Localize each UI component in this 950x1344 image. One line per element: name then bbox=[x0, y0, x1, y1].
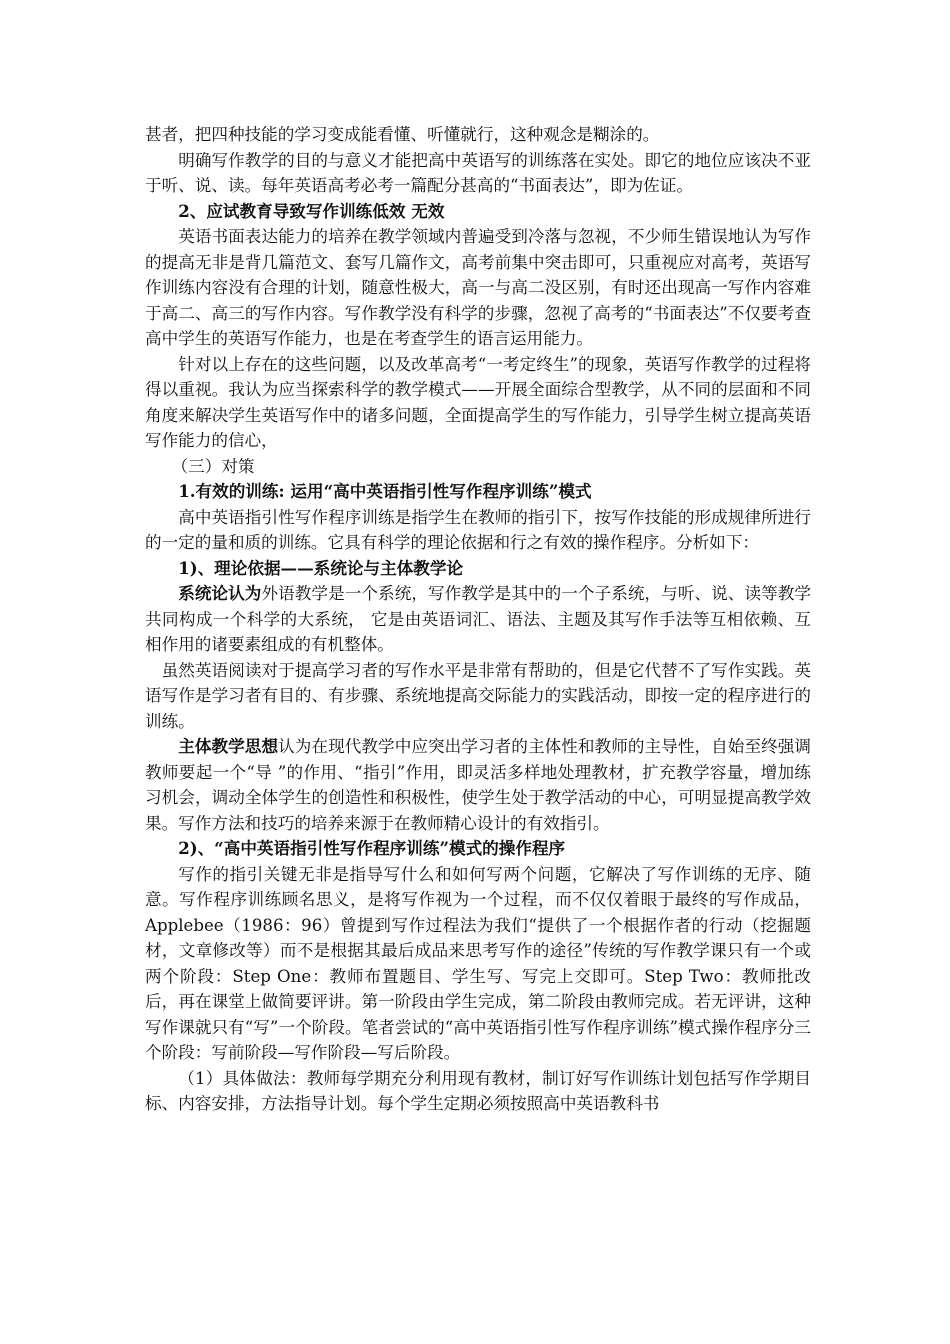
heading-effective-training: 1.有效的训练: 运用“高中英语指引性写作程序训练”模式 bbox=[178, 481, 592, 501]
paragraph-10: （1）具体做法：教师每学期充分利用现有教材，制订好写作训练计划包括写作学期目标、内容安排，方法指导计划。每个学生定期必须按照高中英语教科书 bbox=[145, 1068, 811, 1113]
paragraph-9: 写作的指引关键无非是指导写什么和如何写两个问题，它解决了写作训练的无序、随意。写作程序训练顾名思义，是将写作视为一个过程，而不仅仅着眼于最终的写作成品，Applebee（1986：96）曾提到写作过程法为我们“提供了一个根据作者的行动（挖掘题材，文章修改等）而不是根据其最后成品来思考写作的途径”传统的写作教学课只有一个或两个阶段：Step One：教师布置题目、学生写、写完上交即可。Step Two：教师批改后，再在课堂上做简要评讲。第一阶段由学生完成，第二阶段由教师完成。若无评讲，这种写作课就只有“写”一个阶段。笔者尝试的“高中英语指引性写作程序训练”模式操作程序分三个阶段：写前阶段—写作阶段—写后阶段。 bbox=[145, 864, 811, 1062]
paragraph-2: 明确写作教学的目的与意义才能把高中英语写的训练落在实处。即它的地位应该决不亚于听、说、读。每年英语高考必考一篇配分甚高的“书面表达”，即为佐证。 bbox=[145, 150, 811, 195]
term-subject-teaching: 主体教学思想 bbox=[178, 736, 279, 756]
paragraph-8 bbox=[145, 734, 811, 836]
document-body bbox=[145, 122, 811, 1117]
paragraph-6 bbox=[145, 581, 811, 658]
paragraph-5: 高中英语指引性写作程序训练是指学生在教师的指引下，按写作技能的形成规律所进行的一定的量和质的训练。它具有科学的理论依据和行之有效的操作程序。分析如下： bbox=[145, 507, 811, 552]
paragraph-1: 甚者，把四种技能的学习变成能看懂、听懂就行，这种观念是糊涂的。 bbox=[145, 125, 660, 144]
term-system-theory: 系统论认为 bbox=[178, 583, 262, 603]
paragraph-3: 英语书面表达能力的培养在教学领域内普遍受到冷落与忽视，不少师生错误地认为写作的提高无非是背几篇范文、套写几篇作文，高考前集中突击即可，只重视应对高考，英语写作训练内容没有合理的计划，随意性极大，高一与高二没区别，有时还出现高一写作内容难于高二、高三的写作内容。写作教学没有科学的步骤，忽视了高考的“书面表达”不仅要考查高中学生的英语写作能力，也是在考查学生的语言运用能力。 bbox=[145, 227, 811, 348]
paragraph-6-text: 外语教学是一个系统，写作教学是其中的一个子系统，与听、说、读等教学共同构成一个科学的大系统， 它是由英语词汇、语法、主题及其写作手法等互相依赖、互相作用的诸要素组成的有机整体。 bbox=[145, 584, 812, 654]
paragraph-8-text: 认为在现代教学中应突出学习者的主体性和教师的主导性，自始至终强调教师要起一个“导 ”的作用、“指引”作用，即灵活多样地处理教材，扩充教学容量，增加练习机会，调动全体学生的创造性和积极性，使学生处于教学活动的中心，可明显提高教学效果。写作方法和技巧的培养来源于在教师精心设计的有效指引。 bbox=[145, 737, 812, 833]
heading-exam-oriented: 2、应试教育导致写作训练低效 无效 bbox=[178, 200, 445, 221]
paragraph-7: 虽然英语阅读对于提高学习者的写作水平是非常有帮助的，但是它代替不了写作实践。英语写作是学习者有目的、有步骤、系统地提高交际能力的实践活动，即按一定的程序进行的训练。 bbox=[145, 660, 811, 731]
heading-theory-basis: 1)、理论依据——系统论与主体教学论 bbox=[178, 557, 464, 578]
heading-countermeasures: （三）对策 bbox=[171, 456, 255, 476]
heading-operating-procedure: 2)、“高中英语指引性写作程序训练”模式的操作程序 bbox=[178, 838, 566, 858]
paragraph-4: 针对以上存在的这些问题，以及改革高考“一考定终生”的现象，英语写作教学的过程将得以重视。我认为应当探索科学的教学模式——开展全面综合型教学，从不同的层面和不同角度来解决学生英语写作中的诸多问题，全面提高学生的写作能力，引导学生树立提高英语写作能力的信心， bbox=[145, 354, 811, 450]
